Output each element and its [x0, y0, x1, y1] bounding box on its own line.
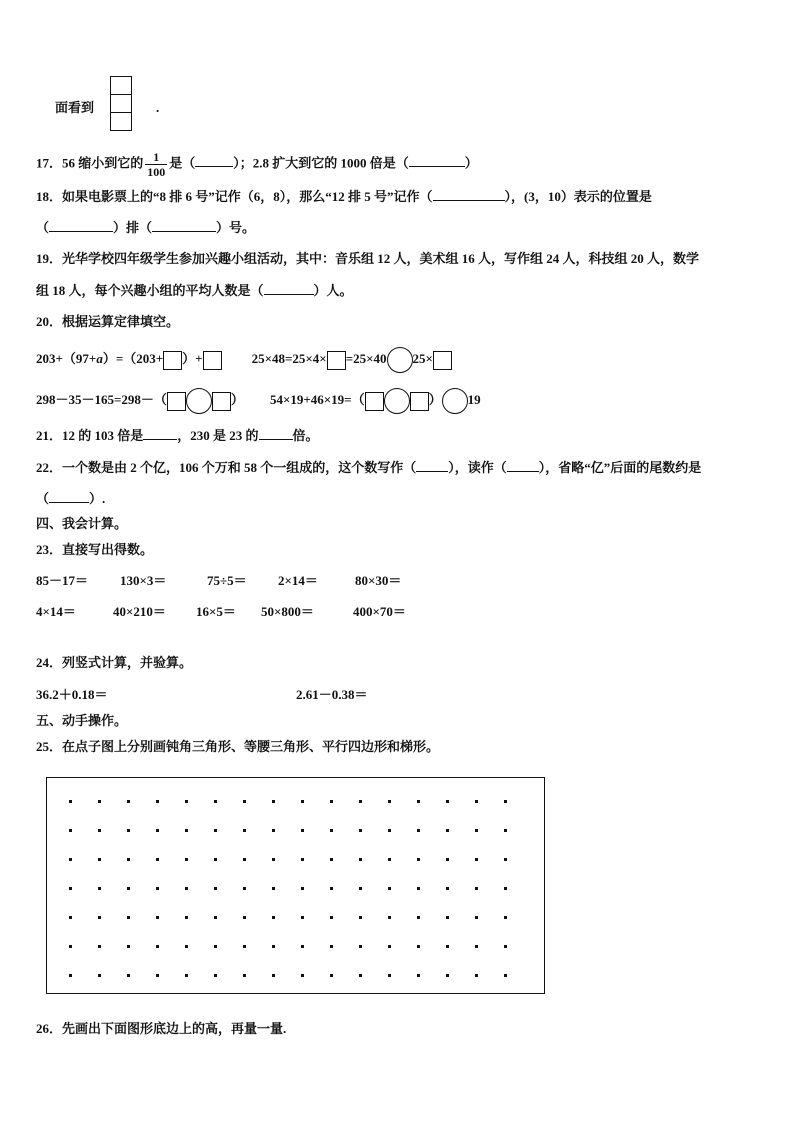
question-18-line1 — [36, 188, 652, 205]
grid-dot — [417, 916, 420, 919]
grid-dot — [504, 858, 507, 861]
grid-dot — [156, 887, 159, 890]
grid-dot — [301, 858, 304, 861]
answer-box[interactable] — [203, 351, 222, 370]
q18-text-e: ）号。 — [216, 220, 256, 235]
grid-dot — [185, 916, 188, 919]
answer-circle[interactable] — [442, 388, 468, 414]
q16-suffix: . — [156, 100, 160, 115]
q18-text-d: ）排（ — [113, 220, 153, 235]
grid-dot — [330, 858, 333, 861]
grid-dot — [69, 800, 72, 803]
question-22-line1 — [36, 459, 701, 476]
q23-row2-item: 40×210＝ — [113, 604, 166, 619]
grid-dot — [475, 974, 478, 977]
grid-dot — [359, 887, 362, 890]
q17-answer-blank-2[interactable] — [409, 154, 465, 167]
grid-dot — [388, 945, 391, 948]
grid-dot — [98, 945, 101, 948]
grid-dot — [98, 974, 101, 977]
grid-dot — [446, 916, 449, 919]
q23-row1-item: 80×30＝ — [355, 573, 402, 588]
q19-answer-blank[interactable] — [264, 282, 314, 295]
question-26-title: 26．先画出下面图形底边上的高，再量一量. — [36, 1021, 287, 1036]
q20-r1-text-c: ）+ — [182, 350, 203, 366]
grid-dot — [214, 829, 217, 832]
q20-r1-text-f: 25× — [412, 350, 433, 366]
grid-dot — [272, 858, 275, 861]
grid-dot — [504, 887, 507, 890]
q21-text-c: 倍。 — [292, 428, 319, 443]
grid-dot — [475, 829, 478, 832]
answer-box[interactable] — [327, 351, 346, 370]
q23-row2-item: 400×70＝ — [353, 604, 406, 619]
q21-answer-blank-2[interactable] — [259, 427, 293, 440]
grid-dot — [272, 829, 275, 832]
grid-dot — [243, 887, 246, 890]
question-17 — [36, 150, 478, 179]
q17-text-d: ） — [464, 155, 478, 171]
fraction-denominator: 100 — [147, 165, 166, 179]
grid-dot — [446, 829, 449, 832]
grid-dot — [330, 887, 333, 890]
grid-dot — [69, 974, 72, 977]
grid-dot — [243, 916, 246, 919]
grid-dot — [69, 887, 72, 890]
grid-dot — [301, 887, 304, 890]
grid-dot — [359, 916, 362, 919]
grid-dot — [98, 829, 101, 832]
q18-answer-blank-3[interactable] — [152, 219, 216, 232]
grid-dot — [330, 945, 333, 948]
q21-text-a: 21．12 的 103 倍是 — [36, 428, 144, 443]
stack-cell — [110, 112, 132, 131]
q23-row1-item: 85－17＝ — [36, 573, 89, 588]
answer-circle[interactable] — [384, 388, 410, 414]
grid-dot — [301, 916, 304, 919]
grid-dot — [243, 858, 246, 861]
grid-dot — [417, 829, 420, 832]
grid-dot — [417, 974, 420, 977]
grid-dot — [388, 829, 391, 832]
grid-dot — [446, 887, 449, 890]
question-25-title: 25．在点子图上分别画钝角三角形、等腰三角形、平行四边形和梯形。 — [36, 739, 440, 754]
grid-dot — [127, 945, 130, 948]
grid-dot — [475, 800, 478, 803]
answer-box[interactable] — [410, 392, 429, 411]
question-21 — [36, 427, 319, 444]
grid-dot — [98, 916, 101, 919]
question-24-title: 24．列竖式计算，并验算。 — [36, 655, 193, 670]
cube-stack-view — [110, 77, 132, 131]
grid-dot — [330, 829, 333, 832]
q18-text-c: （ — [36, 220, 50, 235]
grid-dot — [446, 974, 449, 977]
grid-dot — [69, 858, 72, 861]
answer-box[interactable] — [212, 392, 231, 411]
grid-dot — [359, 974, 362, 977]
grid-dot — [330, 974, 333, 977]
q22-text-e: ）. — [89, 491, 106, 506]
grid-dot — [388, 858, 391, 861]
grid-dot — [504, 800, 507, 803]
q20-row-2 — [36, 387, 481, 414]
q22-answer-blank-2[interactable] — [507, 459, 539, 472]
grid-dot — [127, 887, 130, 890]
grid-dot — [185, 829, 188, 832]
q20-r2-text-a: 298－35－165=298－（ — [36, 392, 167, 407]
grid-dot — [185, 858, 188, 861]
question-20-title: 20．根据运算定律填空。 — [36, 314, 180, 329]
q20-row-1 — [36, 347, 452, 373]
q17-text-b: 是（ — [169, 155, 196, 171]
grid-dot — [272, 974, 275, 977]
grid-dot — [214, 945, 217, 948]
q23-row1-item: 2×14＝ — [278, 573, 318, 588]
stack-cell — [110, 76, 132, 95]
question-23-title: 23．直接写出得数。 — [36, 542, 154, 557]
grid-dot — [301, 945, 304, 948]
grid-dot — [504, 916, 507, 919]
grid-dot — [359, 858, 362, 861]
grid-dot — [272, 945, 275, 948]
q24-problem-2: 2.61－0.38＝ — [296, 687, 368, 702]
q21-text-b: ，230 是 23 的 — [177, 428, 259, 443]
question-18-line2 — [36, 219, 255, 236]
section-5-heading: 五、动手操作。 — [36, 713, 128, 728]
grid-dot — [185, 974, 188, 977]
q22-text-c: ），省略“亿”后面的尾数约是 — [538, 460, 702, 475]
q24-problem-1: 36.2＋0.18＝ — [36, 687, 108, 702]
q20-r1-text-e: =25×40 — [345, 350, 387, 366]
answer-circle[interactable] — [387, 347, 413, 373]
answer-box[interactable] — [433, 351, 452, 370]
q22-text-d: （ — [36, 491, 50, 506]
q17-answer-blank-1[interactable] — [195, 154, 233, 167]
question-22-line2 — [36, 490, 105, 507]
grid-dot — [156, 829, 159, 832]
q22-answer-blank-3[interactable] — [49, 490, 89, 503]
grid-dot — [388, 887, 391, 890]
grid-dot — [214, 858, 217, 861]
q20-r1-text-b: ）=（203+ — [102, 350, 164, 366]
q16-prefix: 面看到 — [55, 100, 95, 115]
grid-dot — [504, 945, 507, 948]
q20-r2-text-d: ） — [428, 392, 442, 407]
grid-dot — [301, 829, 304, 832]
q20-r2-text-e: 19 — [467, 392, 481, 407]
grid-dot — [156, 916, 159, 919]
grid-dot — [330, 800, 333, 803]
grid-dot — [243, 829, 246, 832]
grid-dot — [98, 887, 101, 890]
q20-r1-text-a: 203+（97+ — [36, 350, 97, 366]
grid-dot — [272, 887, 275, 890]
q20-variable-a: a — [96, 350, 103, 366]
grid-dot — [127, 829, 130, 832]
grid-dot — [446, 858, 449, 861]
question-19-line2 — [36, 282, 353, 299]
grid-dot — [417, 858, 420, 861]
q23-row2-item: 16×5＝ — [196, 604, 236, 619]
grid-dot — [301, 800, 304, 803]
grid-dot — [156, 858, 159, 861]
grid-dot — [214, 974, 217, 977]
grid-dot — [156, 945, 159, 948]
answer-box[interactable] — [167, 392, 186, 411]
q23-row1-item: 75÷5＝ — [207, 573, 247, 588]
grid-dot — [475, 945, 478, 948]
grid-dot — [243, 945, 246, 948]
q23-row2-item: 4×14＝ — [36, 604, 76, 619]
answer-box[interactable] — [163, 351, 182, 370]
grid-dot — [127, 974, 130, 977]
grid-dot — [214, 916, 217, 919]
q18-answer-blank-1[interactable] — [433, 188, 505, 201]
grid-dot — [185, 800, 188, 803]
q22-answer-blank-1[interactable] — [416, 459, 448, 472]
fraction-numerator: 1 — [145, 150, 167, 165]
q19-text-a: 组 18 人，每个兴趣小组的平均人数是（ — [36, 283, 264, 298]
grid-dot — [98, 858, 101, 861]
grid-dot — [388, 916, 391, 919]
grid-dot — [330, 916, 333, 919]
grid-dot — [214, 887, 217, 890]
answer-circle[interactable] — [186, 388, 212, 414]
q19-text-b: ）人。 — [313, 283, 353, 298]
answer-box[interactable] — [365, 392, 384, 411]
grid-dot — [156, 800, 159, 803]
q20-r1-text-d: 25×48=25×4× — [251, 350, 327, 366]
grid-dot — [98, 800, 101, 803]
question-19-line1: 19．光华学校四年级学生参加兴趣小组活动，其中：音乐组 12 人，美术组 16 人，写作组 24 人，科技组 20 人，数学 — [36, 251, 700, 266]
q18-answer-blank-2[interactable] — [49, 219, 113, 232]
grid-dot — [214, 800, 217, 803]
grid-dot — [127, 800, 130, 803]
grid-dot — [156, 974, 159, 977]
grid-dot — [475, 858, 478, 861]
grid-dot — [475, 887, 478, 890]
grid-dot — [446, 800, 449, 803]
q18-text-a: 18．如果电影票上的“8 排 6 号”记作（6，8），那么“12 排 5 号”记作（ — [36, 189, 433, 204]
grid-dot — [504, 829, 507, 832]
q20-r2-text-b: ） — [230, 392, 244, 407]
grid-dot — [446, 945, 449, 948]
dot-grid-paper[interactable] — [46, 777, 545, 994]
fraction-1-100 — [145, 150, 167, 179]
grid-dot — [359, 829, 362, 832]
grid-dot — [127, 916, 130, 919]
grid-dot — [127, 858, 130, 861]
grid-dot — [272, 916, 275, 919]
q21-answer-blank-1[interactable] — [143, 427, 177, 440]
grid-dot — [243, 800, 246, 803]
grid-dot — [504, 974, 507, 977]
q22-text-b: ），读作（ — [448, 460, 507, 475]
grid-dot — [185, 887, 188, 890]
grid-dot — [475, 916, 478, 919]
grid-dot — [417, 887, 420, 890]
grid-dot — [243, 974, 246, 977]
grid-dot — [185, 945, 188, 948]
q17-text-a: 17．56 缩小到它的 — [36, 155, 144, 171]
q18-text-b: ），(3，10）表示的位置是 — [504, 189, 652, 204]
grid-dot — [388, 800, 391, 803]
grid-dot — [272, 800, 275, 803]
grid-dot — [359, 945, 362, 948]
section-4-heading: 四、我会计算。 — [36, 516, 128, 531]
q20-r2-text-c: 54×19+46×19=（ — [269, 392, 365, 407]
q23-row2-item: 50×800＝ — [261, 604, 314, 619]
grid-dot — [69, 916, 72, 919]
grid-dot — [417, 945, 420, 948]
q23-row1-item: 130×3＝ — [120, 573, 167, 588]
grid-dot — [388, 974, 391, 977]
grid-dot — [301, 974, 304, 977]
grid-dot — [417, 800, 420, 803]
q17-text-c: ）；2.8 扩大到它的 1000 倍是（ — [233, 155, 409, 171]
grid-dot — [359, 800, 362, 803]
stack-cell — [110, 94, 132, 113]
q22-text-a: 22．一个数是由 2 个亿，106 个万和 58 个一组成的，这个数写作（ — [36, 460, 417, 475]
grid-dot — [69, 945, 72, 948]
grid-dot — [69, 829, 72, 832]
